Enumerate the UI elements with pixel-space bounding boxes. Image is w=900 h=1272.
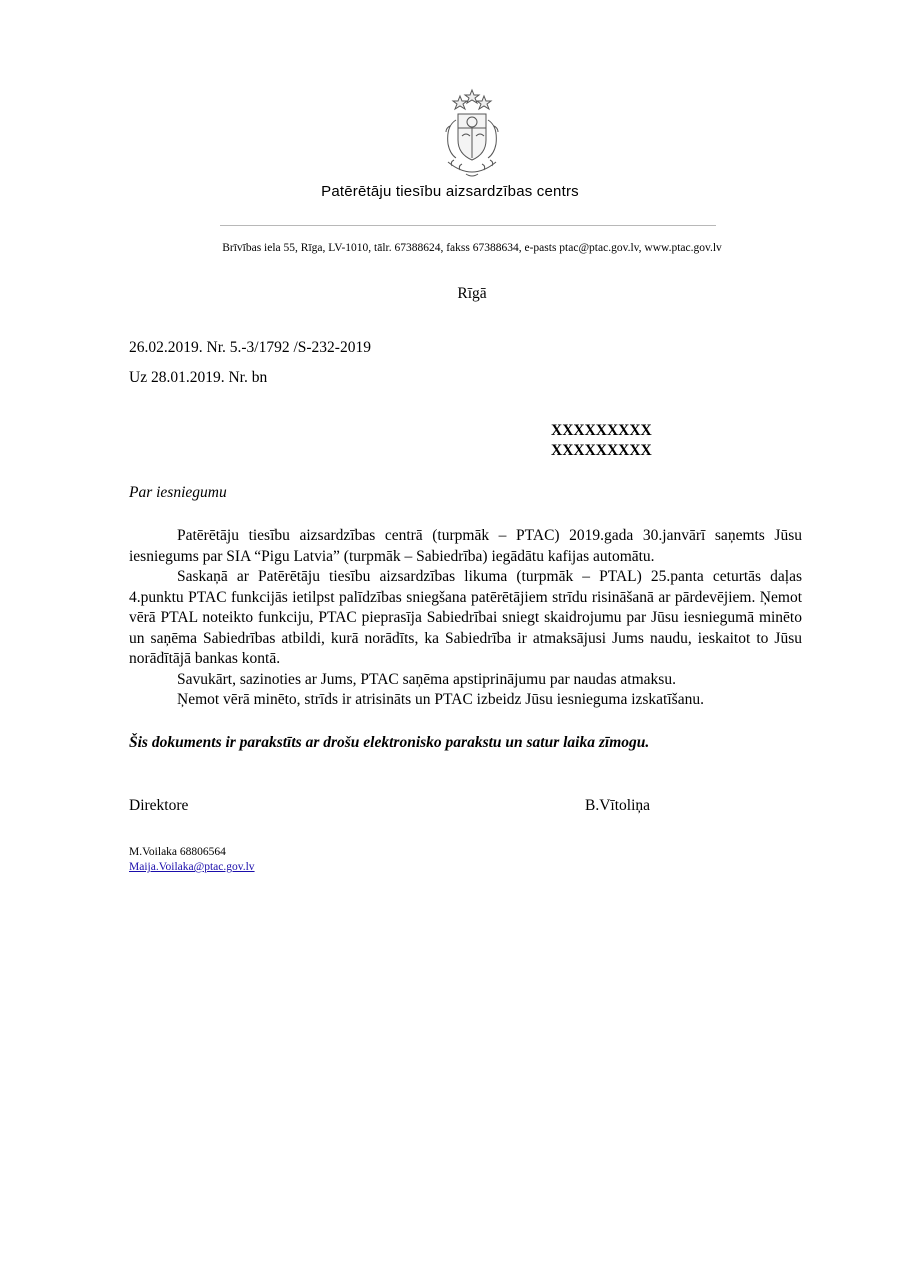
recipient-block: [551, 421, 652, 461]
signatory-title: Direktore: [129, 797, 189, 814]
signatory-name: B.Vītoliņa: [585, 797, 651, 814]
recipient-line-2: XXXXXXXXX: [551, 442, 652, 459]
body-paragraph: Savukārt, sazinoties ar Jums, PTAC saņēma apstiprinājumu par naudas atmaksu.: [177, 670, 676, 688]
letter-city: Rīgā: [457, 285, 487, 302]
contact-email-link[interactable]: Maija.Voilaka@ptac.gov.lv: [129, 861, 255, 873]
header-divider: [220, 225, 716, 226]
reference-number: 26.02.2019. Nr. 5.-3/1792 /S-232-2019: [129, 339, 371, 356]
letter-subject: Par iesniegumu: [129, 484, 227, 501]
body-paragraph: Saskaņā ar Patērētāju tiesību aizsardzības likuma (turpmāk – PTAL) 25.panta ceturtās daļas 4.punktu PTAC funkcijās ietilpst palīdzības sniegšana patērētājiem strīdu risināšanā ar pārdevējiem. Ņemot vērā PTAL noteikto funkciju, PTAC pieprasīja Sabiedrībai sniegt skaidrojumu par Jūsu iesniegumā minēto un saņēma Sabiedrības atbildi, kurā norādīts, ka Sabiedrība ir atmaksājusi Jums naudu, ieskaitot to Jūsu norādītājā bankas kontā.: [129, 568, 802, 667]
body-paragraph: Ņemot vērā minēto, strīds ir atrisināts un PTAC izbeidz Jūsu iesnieguma izskatīšanu.: [177, 691, 704, 708]
recipient-line-1: XXXXXXXXX: [551, 422, 652, 439]
contact-block: [129, 845, 255, 875]
body-paragraph: Patērētāju tiesību aizsardzības centrā (turpmāk – PTAC) 2019.gada 30.janvārī saņemts Jūsu iesniegums par SIA “Pigu Latvia” (turpmāk – Sabiedrība) iegādātu kafijas automātu.: [129, 527, 802, 565]
letter-body: [129, 526, 802, 711]
e-signature-note: Šis dokuments ir parakstīts ar drošu elektronisko parakstu un satur laika zīmogu.: [129, 734, 650, 751]
organization-address: Brīvības iela 55, Rīga, LV-1010, tālr. 67388624, fakss 67388634, e-pasts ptac@ptac.gov.lv, www.ptac.gov.lv: [222, 242, 722, 254]
in-reply-to: Uz 28.01.2019. Nr. bn: [129, 369, 268, 386]
coat-of-arms-icon: [436, 86, 508, 184]
organization-name: Patērētāju tiesību aizsardzības centrs: [321, 183, 579, 200]
contact-name-phone: M.Voilaka 68806564: [129, 846, 226, 858]
